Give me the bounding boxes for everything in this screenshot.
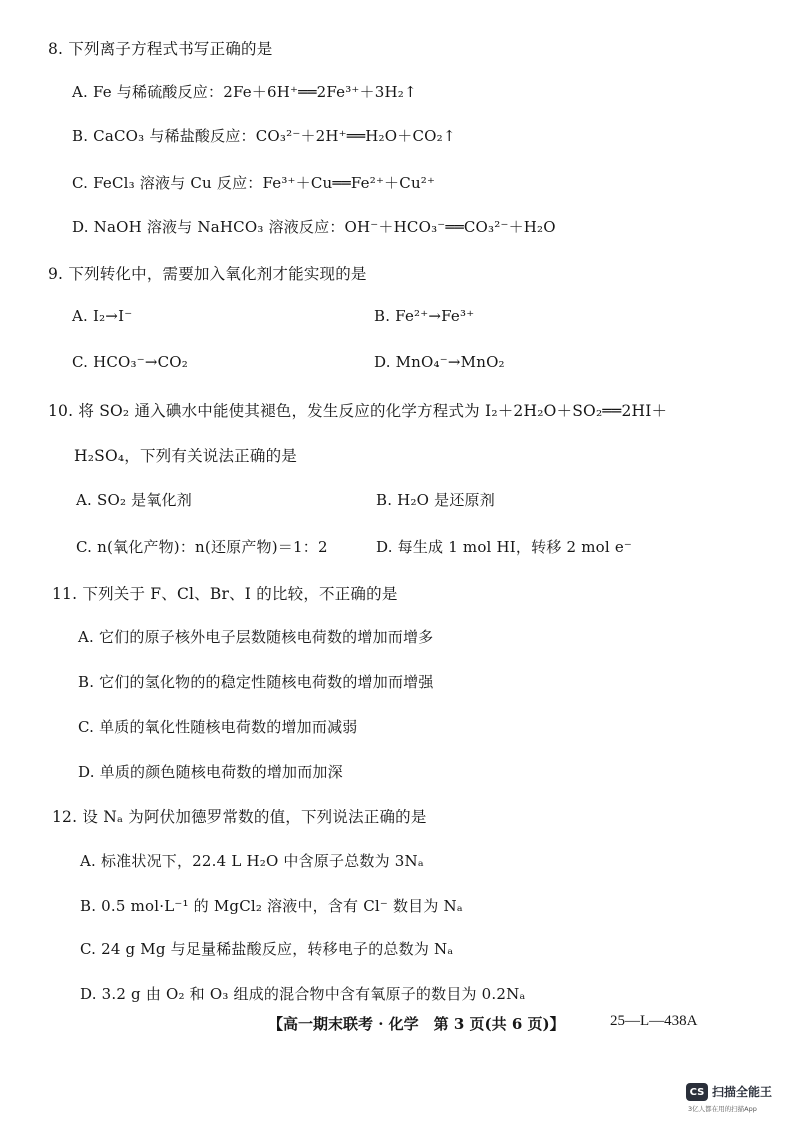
q12-option-b: B. 0.5 mol·L⁻¹ 的 MgCl₂ 溶液中，含有 Cl⁻ 数目为 Nₐ [80,897,463,915]
q8-option-d: D. NaOH 溶液与 NaHCO₃ 溶液反应：OH⁻＋HCO₃⁻══CO₃²⁻＋H₂O [72,218,556,236]
q12-stem: 12. 设 Nₐ 为阿伏加德罗常数的值，下列说法正确的是 [52,808,427,826]
q8-option-a: A. Fe 与稀硫酸反应：2Fe＋6H⁺══2Fe³⁺＋3H₂↑ [72,83,417,101]
q8-option-b: B. CaCO₃ 与稀盐酸反应：CO₃²⁻＋2H⁺══H₂O＋CO₂↑ [72,127,456,145]
q12-option-c: C. 24 g Mg 与足量稀盐酸反应，转移电子的总数为 Nₐ [80,940,454,958]
q9-option-d: D. MnO₄⁻→MnO₂ [374,353,505,371]
q10-stem-line1: 10. 将 SO₂ 通入碘水中能使其褪色，发生反应的化学方程式为 I₂＋2H₂O＋SO₂══2HI＋ [48,402,668,420]
q10-option-c: C. n(氧化产物)：n(还原产物)＝1：2 [76,538,328,556]
q10-option-d: D. 每生成 1 mol HI，转移 2 mol e⁻ [376,538,633,556]
q8-option-c: C. FeCl₃ 溶液与 Cu 反应：Fe³⁺＋Cu══Fe²⁺＋Cu²⁺ [72,174,436,192]
q8-stem: 8. 下列离子方程式书写正确的是 [48,40,273,58]
q11-option-d: D. 单质的颜色随核电荷数的增加而加深 [78,763,343,781]
q9-option-a: A. I₂→I⁻ [72,307,133,325]
q10-option-b: B. H₂O 是还原剂 [376,491,495,509]
exam-code: 25—L—438A [610,1013,698,1029]
camscanner-logo-icon: CS [686,1083,708,1101]
q12-option-d: D. 3.2 g 由 O₂ 和 O₃ 组成的混合物中含有氧原子的数目为 0.2Nₐ [80,985,526,1003]
q12-option-a: A. 标准状况下，22.4 L H₂O 中含原子总数为 3Nₐ [80,852,424,870]
q9-option-b: B. Fe²⁺→Fe³⁺ [374,307,475,325]
q11-option-a: A. 它们的原子核外电子层数随核电荷数的增加而增多 [78,628,434,646]
q11-option-b: B. 它们的氢化物的的稳定性随核电荷数的增加而增强 [78,673,434,691]
q9-stem: 9. 下列转化中，需要加入氧化剂才能实现的是 [48,265,367,283]
q11-option-c: C. 单质的氧化性随核电荷数的增加而减弱 [78,718,358,736]
page-footer-title: 【高一期末联考 · 化学 第 3 页(共 6 页)】 [268,1015,565,1033]
camscanner-tagline: 3亿人都在用的扫描App [688,1105,757,1113]
q10-option-a: A. SO₂ 是氧化剂 [76,491,192,509]
q9-option-c: C. HCO₃⁻→CO₂ [72,353,189,371]
camscanner-name: 扫描全能王 [712,1085,773,1099]
q11-stem: 11. 下列关于 F、Cl、Br、I 的比较，不正确的是 [52,585,398,603]
q10-stem-line2: H₂SO₄，下列有关说法正确的是 [74,447,297,465]
